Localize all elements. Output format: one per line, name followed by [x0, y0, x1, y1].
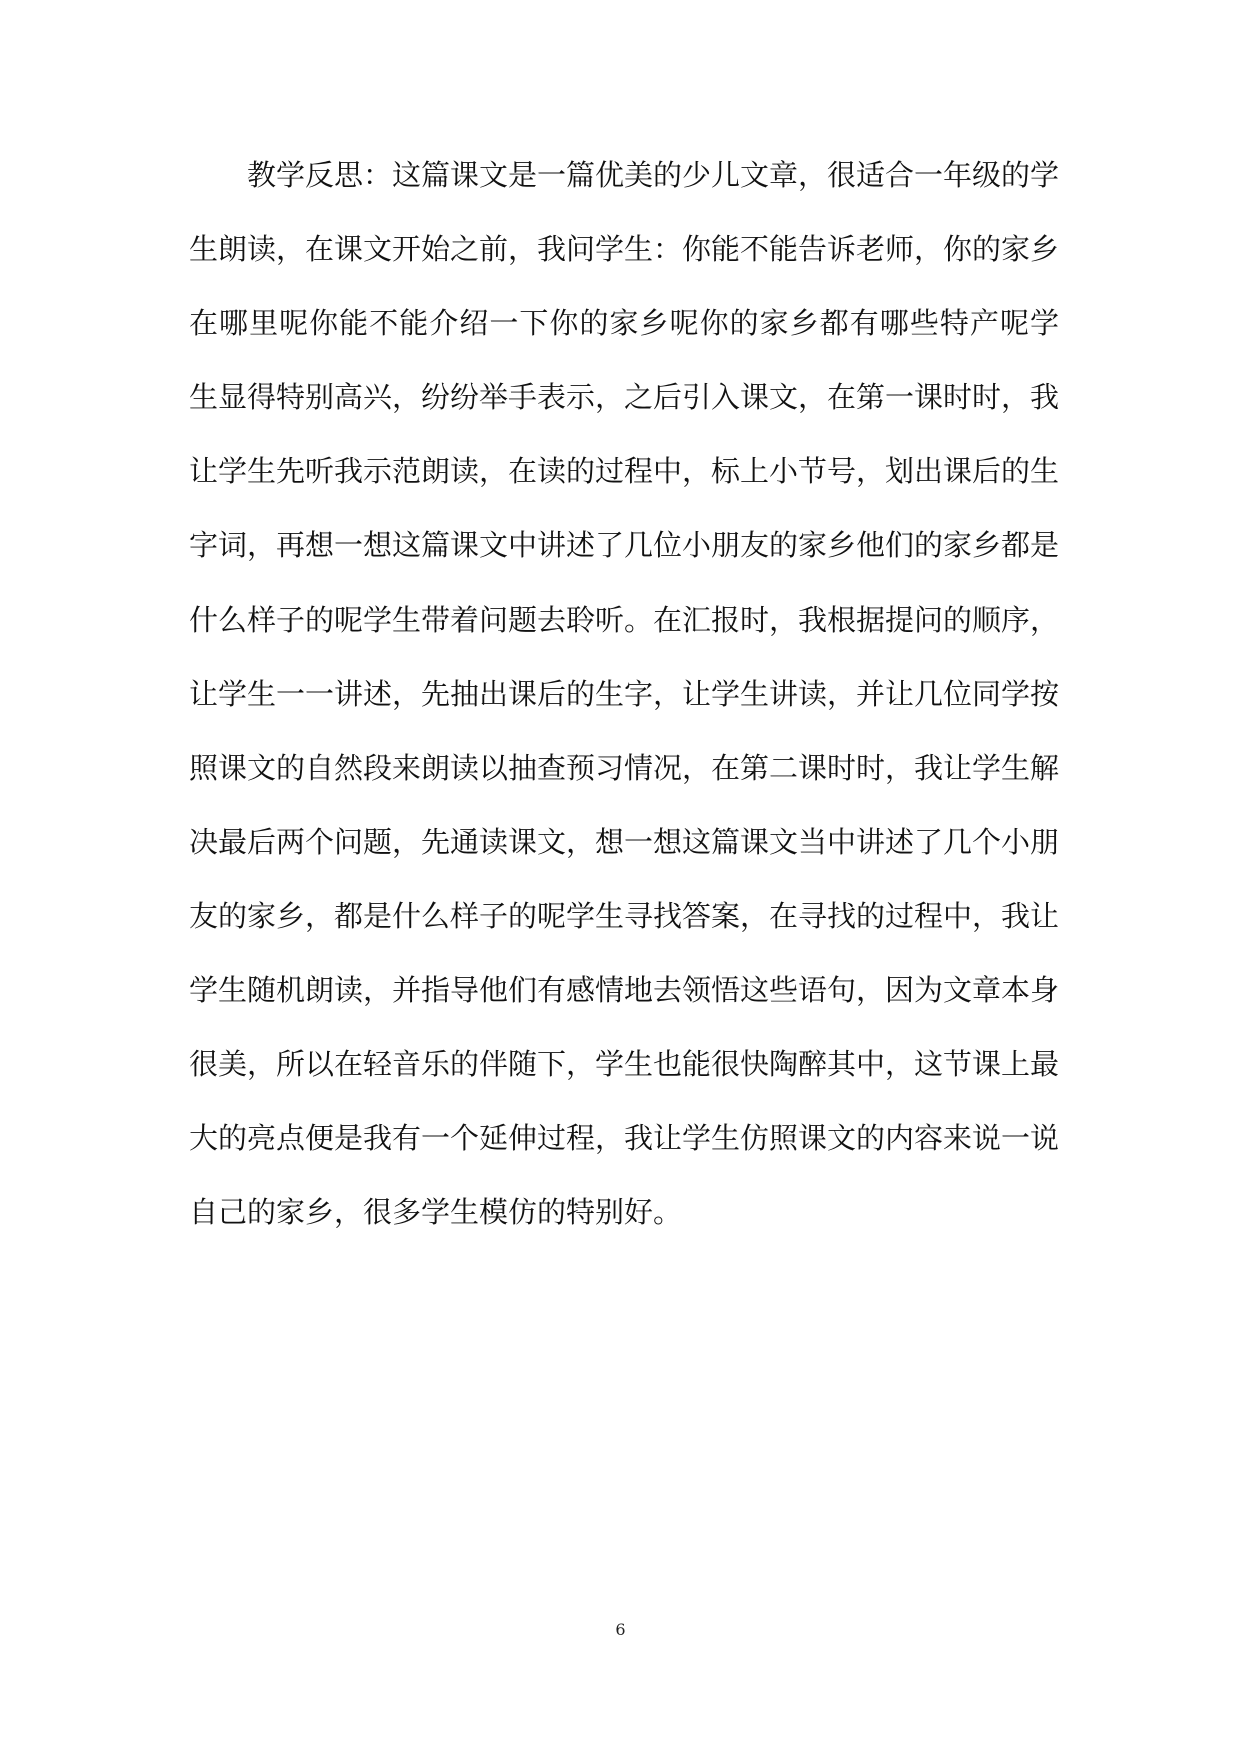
text-line: 自己的家乡，很多学生模仿的特别好。	[189, 1195, 683, 1230]
text-line: 学生随机朗读，并指导他们有感情地去领悟这些语句，因为文章本身	[189, 973, 1060, 1008]
text-line: 很美，所以在轻音乐的伴随下，学生也能很快陶醉其中，这节课上最	[189, 1047, 1060, 1082]
text-line: 什么样子的呢学生带着问题去聆听。在汇报时，我根据提问的顺序，	[189, 602, 1060, 637]
text-line: 决最后两个问题，先通读课文，想一想这篇课文当中讲述了几个小朋	[189, 824, 1060, 859]
text-line: 教学反思：这篇课文是一篇优美的少儿文章，很适合一年级的学	[247, 158, 1060, 192]
text-line: 照课文的自然段来朗读以抽查预习情况，在第二课时时，我让学生解	[189, 750, 1060, 785]
body-paragraph	[189, 145, 1059, 1256]
text-line: 让学生先听我示范朗读，在读的过程中，标上小节号，划出课后的生	[189, 454, 1060, 489]
text-line: 友的家乡，都是什么样子的呢学生寻找答案，在寻找的过程中，我让	[189, 898, 1060, 933]
text-line: 让学生一一讲述，先抽出课后的生字，让学生讲读，并让几位同学按	[189, 676, 1060, 711]
text-line: 大的亮点便是我有一个延伸过程，我让学生仿照课文的内容来说一说	[189, 1121, 1060, 1156]
text-line: 字词，再想一想这篇课文中讲述了几位小朋友的家乡他们的家乡都是	[189, 528, 1060, 563]
text-line: 生显得特别高兴，纷纷举手表示，之后引入课文，在第一课时时，我	[189, 380, 1060, 415]
page-number: 6	[615, 1620, 626, 1639]
text-line: 生朗读，在课文开始之前，我问学生：你能不能告诉老师，你的家乡	[189, 232, 1060, 267]
text-line: 在哪里呢你能不能介绍一下你的家乡呢你的家乡都有哪些特产呢学	[189, 306, 1059, 341]
